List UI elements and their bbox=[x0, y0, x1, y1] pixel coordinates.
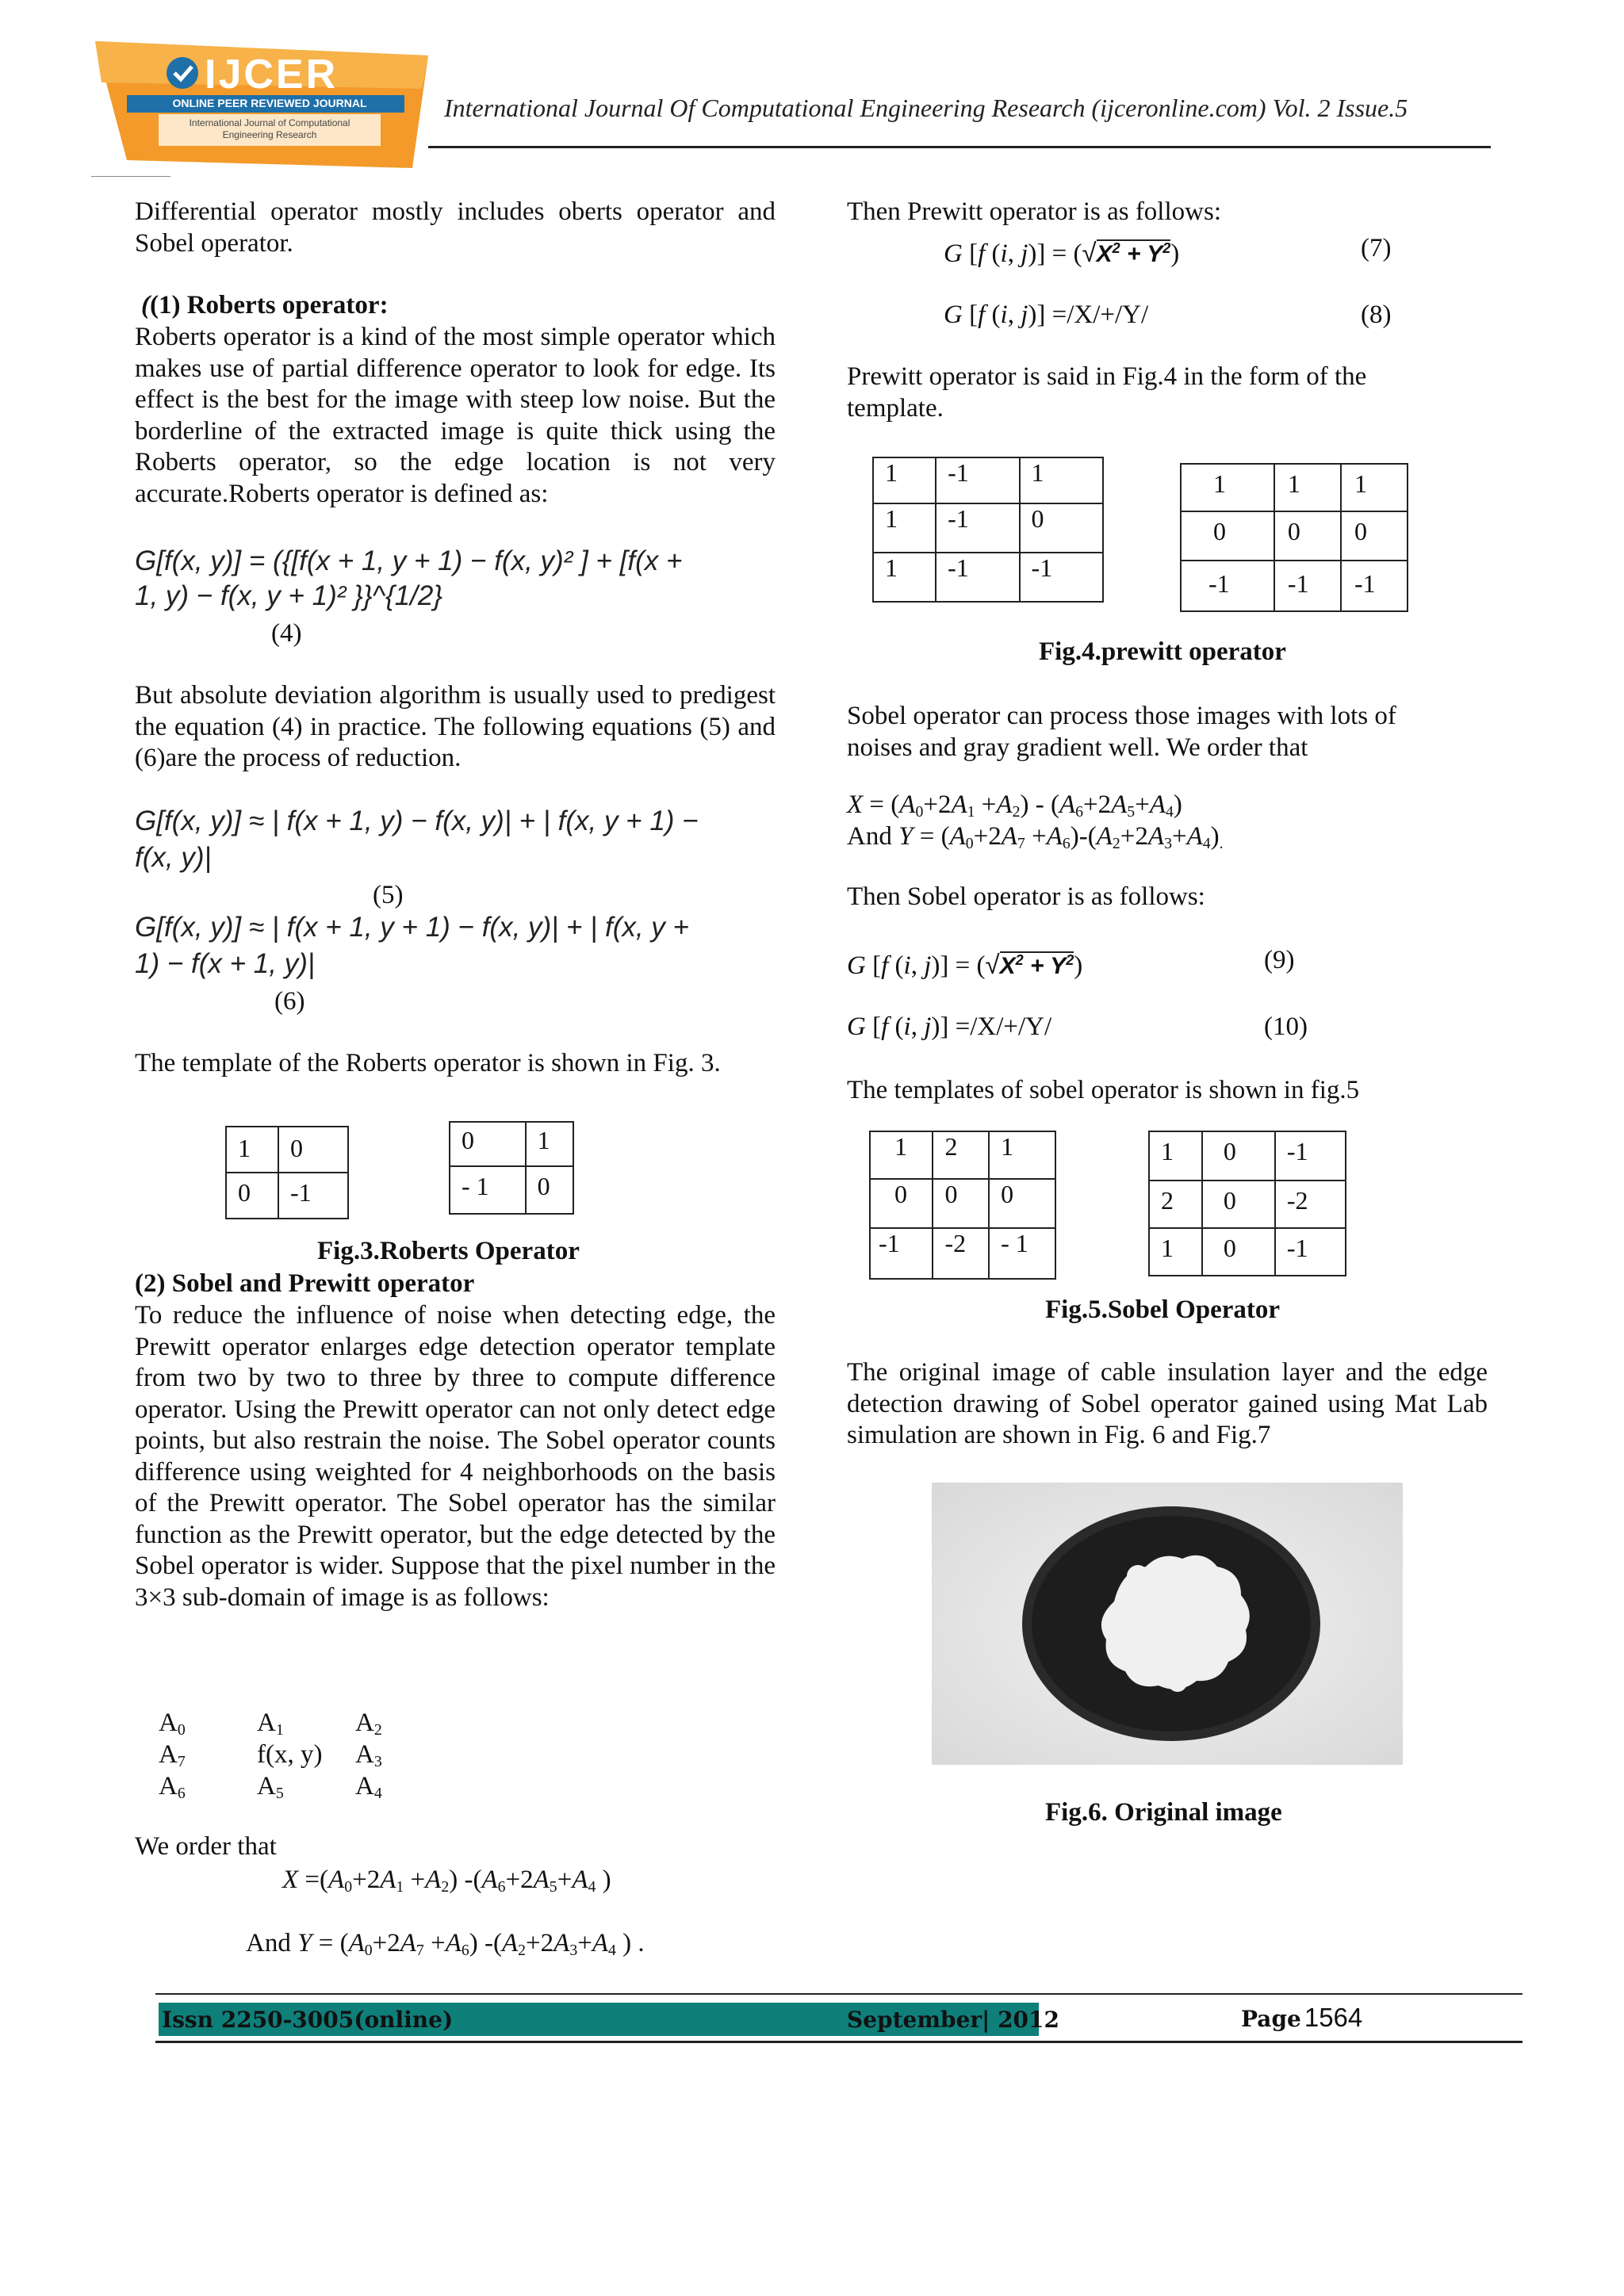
cell: 1 bbox=[1149, 1131, 1202, 1181]
logo-tagline: ONLINE PEER REVIEWED JOURNAL bbox=[172, 97, 367, 109]
sobel-template-2 bbox=[1148, 1131, 1346, 1276]
equation-4-line2: 1, y) − f(x, y + 1)² }}^{1/2} bbox=[135, 580, 443, 611]
cell: 2 bbox=[933, 1131, 989, 1179]
cell: 1 bbox=[873, 503, 936, 553]
sobel-template-1 bbox=[869, 1131, 1056, 1280]
cell: -1 bbox=[1274, 561, 1341, 611]
fig4-caption: Fig.4.prewitt operator bbox=[1039, 637, 1286, 666]
cell: 1 bbox=[873, 457, 936, 503]
prewitt-template-1 bbox=[872, 457, 1104, 603]
sobel-templates-text: The templates of sobel operator is shown in fig.5 bbox=[847, 1076, 1360, 1104]
cell: 0 bbox=[1274, 511, 1341, 561]
right-y-equation: And $Y = (A_0+2A_7 +A_6)-(A_2+2A_3+A_4)_.$ bbox=[847, 822, 1224, 852]
cell: -1 bbox=[936, 457, 1019, 503]
sobel-prewitt-paragraph: To reduce the influence of noise when detecting edge, the Prewitt operator enlarges edge detection operator template from two by two to three by three to compute difference operator. Using the Prewitt operator can not only detect edge points, but also restrain the noise. The Sobel operator counts difference using weighted for 4 neighborhoods on the basis of the Prewitt operator. The Sobel operator has the similar function as the Prewitt operator, but the edge detected by the Sobel operator is wider. Suppose that the pixel number in the 3×3 sub-domain of image is as follows: bbox=[135, 1301, 776, 1612]
header-rule-small bbox=[91, 176, 170, 177]
equation-6-number: (6) bbox=[274, 987, 305, 1016]
header-rule bbox=[428, 146, 1491, 148]
cell: -1 bbox=[1275, 1131, 1346, 1181]
cell: 0 bbox=[226, 1173, 278, 1219]
cell: -1 bbox=[1341, 561, 1408, 611]
cell: 0 bbox=[1181, 511, 1274, 561]
equation-9-number: (9) bbox=[1264, 946, 1295, 974]
cell: -2 bbox=[933, 1228, 989, 1279]
grid-a3: $A_3$ bbox=[355, 1740, 382, 1770]
cell: -1 bbox=[1181, 561, 1274, 611]
cell: -1 bbox=[936, 553, 1019, 602]
equation-4-number: (4) bbox=[271, 619, 302, 648]
right-x-equation: $X = (A_0+2A_1 +A_2) - (A_6+2A_5+A_4)$ bbox=[847, 790, 1182, 821]
left-y-equation: And $Y = (A_0+2A_7 +A_6)$ $-(A_2+2A_3+A_4$ ) . bbox=[246, 1929, 645, 1959]
roberts-template-2 bbox=[449, 1121, 574, 1215]
cell: 1 bbox=[989, 1131, 1055, 1179]
cable-insulation-image bbox=[932, 1483, 1403, 1765]
footer-top-rule bbox=[155, 1993, 1522, 1995]
cell: 1 bbox=[1341, 464, 1408, 511]
grid-a5: $A_5$ bbox=[257, 1772, 284, 1802]
cell: 1 bbox=[873, 553, 936, 602]
cell: 0 bbox=[1020, 503, 1103, 553]
roberts-heading-text: (1) Roberts operator: bbox=[150, 291, 389, 320]
fig5-caption: Fig.5.Sobel Operator bbox=[1045, 1295, 1281, 1324]
then-sobel-text: Then Sobel operator is as follows: bbox=[847, 882, 1205, 911]
grid-fxy: f(x, y) bbox=[257, 1740, 323, 1769]
cell: 0 bbox=[1341, 511, 1408, 561]
equation-10-number: (10) bbox=[1264, 1012, 1308, 1041]
equation-6-line2: 1) − f(x + 1, y)| bbox=[135, 948, 315, 979]
grid-a6: $A_6$ bbox=[159, 1772, 186, 1802]
footer-bottom-rule bbox=[155, 2041, 1522, 2043]
grid-a4: $A_4$ bbox=[355, 1772, 382, 1802]
equation-8: G [f (i, j)] =/X/+/Y/ bbox=[944, 300, 1149, 329]
cell: 2 bbox=[1149, 1181, 1202, 1228]
cell: 0 bbox=[870, 1179, 933, 1228]
cell: 1 bbox=[1274, 464, 1341, 511]
journal-header-line: International Journal Of Computational Engineering Research (ijceronline.com) Vol. 2 Issue.5 bbox=[444, 94, 1408, 122]
roberts-template-text: The template of the Roberts operator is shown in Fig. 3. bbox=[135, 1049, 721, 1077]
logo-title: IJCER bbox=[205, 52, 339, 98]
roberts-heading: ((1) Roberts operator: bbox=[141, 291, 389, 320]
equation-8-number: (8) bbox=[1361, 300, 1392, 329]
equation-6-line1: G[f(x, y)] ≈ | f(x + 1, y + 1) − f(x, y)| + | f(x, y + bbox=[135, 912, 689, 943]
fig6-caption: Fig.6. Original image bbox=[1045, 1798, 1282, 1827]
grid-a1: $A_1$ bbox=[257, 1709, 284, 1739]
intro-paragraph: Differential operator mostly includes oberts operator and Sobel operator. bbox=[135, 197, 776, 258]
cell: 0 bbox=[278, 1127, 348, 1173]
absolute-deviation-paragraph: But absolute deviation algorithm is usually used to predigest the equation (4) in practice. The following equations (5) and (6)are the process of reduction. bbox=[135, 681, 776, 772]
cell: 0 bbox=[1202, 1228, 1275, 1276]
cell: 1 bbox=[1181, 464, 1274, 511]
cell: 1 bbox=[1149, 1228, 1202, 1276]
equation-7-number: (7) bbox=[1361, 234, 1392, 262]
then-prewitt-text: Then Prewitt operator is as follows: bbox=[847, 197, 1221, 226]
cell: 0 bbox=[1202, 1181, 1275, 1228]
cell: 0 bbox=[933, 1179, 989, 1228]
cell: 1 bbox=[1020, 457, 1103, 503]
footer-issn: Issn 2250-3005(online) bbox=[162, 2007, 454, 2033]
footer-page-number: 1564 bbox=[1304, 2003, 1363, 2032]
cell: -2 bbox=[1275, 1181, 1346, 1228]
fig3-caption: Fig.3.Roberts Operator bbox=[317, 1237, 580, 1265]
cell: 1 bbox=[870, 1131, 933, 1179]
equation-10: G [f (i, j)] =/X/+/Y/ bbox=[847, 1012, 1052, 1041]
roberts-template-1 bbox=[225, 1126, 349, 1219]
original-image-paragraph: The original image of cable insulation layer and the edge detection drawing of Sobel operator gained using Mat Lab simulation are shown in Fig. 6 and Fig.7 bbox=[847, 1358, 1488, 1449]
cell: -1 bbox=[870, 1228, 933, 1279]
prewitt-template-2 bbox=[1180, 463, 1408, 612]
cell: - 1 bbox=[989, 1228, 1055, 1279]
we-order-text: We order that bbox=[135, 1832, 277, 1861]
grid-a0: $A_0$ bbox=[159, 1709, 186, 1739]
cell: -1 bbox=[1020, 553, 1103, 602]
left-x-equation: $X =(A_0+2A_1 +A_2)$ $-(A_6+2A_5+A_4$ ) bbox=[282, 1866, 611, 1896]
cell: 0 bbox=[450, 1122, 526, 1166]
equation-9: G [f (i, $j)] = (√X^2 + Y^2)$ bbox=[847, 950, 1083, 980]
cell: 0 bbox=[989, 1179, 1055, 1228]
journal-logo bbox=[95, 41, 428, 168]
footer-date: September| 2012 bbox=[847, 2007, 1059, 2033]
cell: 0 bbox=[1202, 1131, 1275, 1181]
original-image-figure bbox=[932, 1483, 1403, 1765]
equation-7: G [f (i, $j)] = (√X^2 + Y^2)$ bbox=[944, 238, 1180, 268]
cell: -1 bbox=[1275, 1228, 1346, 1276]
grid-a7: $A_7$ bbox=[159, 1740, 186, 1770]
equation-5-line1: G[f(x, y)] ≈ | f(x + 1, y) − f(x, y)| + | f(x, y + 1) − bbox=[135, 806, 699, 836]
equation-5-number: (5) bbox=[373, 881, 404, 909]
sobel-prewitt-heading: (2) Sobel and Prewitt operator bbox=[135, 1269, 475, 1298]
sobel-noise-paragraph: Sobel operator can process those images with lots of noises and gray gradient well. We order that bbox=[847, 702, 1396, 762]
footer-page-label: Page bbox=[1241, 2006, 1301, 2032]
equation-4-line1: G[f(x, y)] = ({[f(x + 1, y + 1) − f(x, y)² ] + [f(x + bbox=[135, 545, 683, 576]
prewitt-paragraph: Prewitt operator is said in Fig.4 in the form of the template. bbox=[847, 362, 1367, 423]
grid-a2: $A_2$ bbox=[355, 1709, 382, 1739]
roberts-paragraph: Roberts operator is a kind of the most simple operator which makes use of partial difference operator to look for edge. Its effect is the best for the image with steep low noise. But the borderline of the extracted image is quite thick using the Roberts operator, so the edge location is not very accurate.Roberts operator is defined as: bbox=[135, 323, 776, 508]
logo-journal-name: International Journal of Computational Engineering Research bbox=[189, 117, 350, 140]
footer-page bbox=[1241, 2003, 1362, 2033]
cell: - 1 bbox=[450, 1166, 526, 1214]
cell: 0 bbox=[526, 1166, 573, 1214]
cell: 1 bbox=[526, 1122, 573, 1166]
equation-5-line2: f(x, y)| bbox=[135, 842, 212, 873]
cell: 1 bbox=[226, 1127, 278, 1173]
cell: -1 bbox=[278, 1173, 348, 1219]
cell: -1 bbox=[936, 503, 1019, 553]
